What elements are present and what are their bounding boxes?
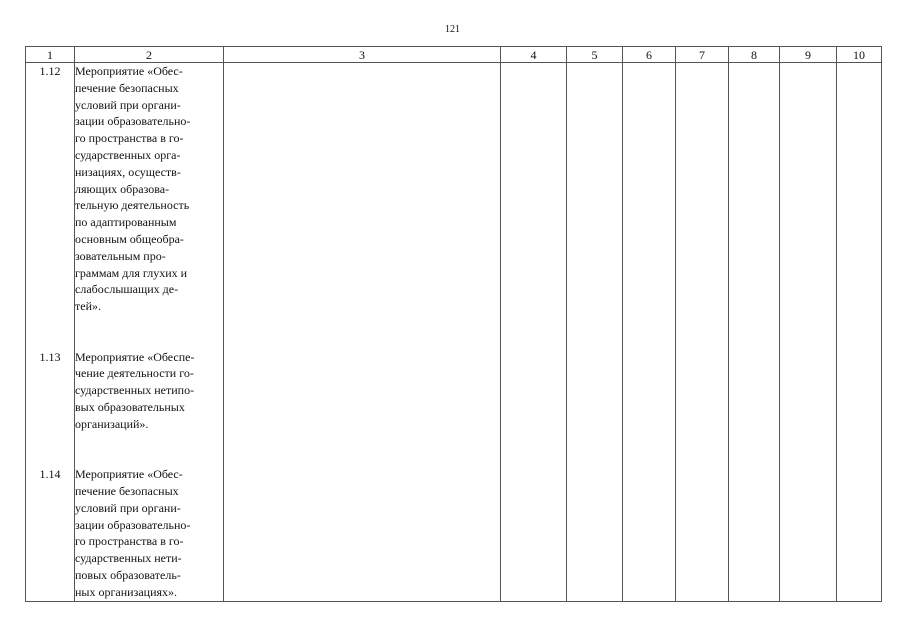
- column-header-10: 10: [837, 47, 882, 63]
- entry-number-1-12: 1.12: [39, 64, 61, 78]
- column-header-4: 4: [501, 47, 567, 63]
- page-number: 121: [445, 24, 460, 35]
- column-header-9: 9: [780, 47, 837, 63]
- measure-description-cell: [75, 63, 224, 602]
- entry-number-1-14: 1.14: [39, 467, 61, 482]
- empty-cell-col-9: [780, 63, 837, 602]
- table-row: [26, 63, 882, 602]
- empty-cell-col-6: [623, 63, 676, 602]
- empty-cell-col-4: [501, 63, 567, 602]
- measure-text-1-13: Мероприятие «Обеспе- чение деятельности го- сударственных нетипо- вых образовательных организаций».: [75, 349, 195, 431]
- empty-cell-col-10: [837, 63, 882, 602]
- column-header-7: 7: [676, 47, 729, 63]
- measure-text-1-12: Мероприятие «Обес- печение безопасных условий при органи- зации образовательно- го пространства в го- сударственных орга- низациях, осуществ- ляющих образова- тельную деятельность по адаптированным основным общеобра- зовательным про- граммам для глухих и слабослышащих де- тей».: [75, 64, 191, 314]
- measures-table: [25, 46, 882, 602]
- column-header-3: 3: [224, 47, 501, 63]
- entry-number-cell: [26, 63, 75, 602]
- column-header-1: 1: [26, 47, 75, 63]
- header-row: [26, 47, 882, 63]
- column-header-2: 2: [75, 47, 224, 63]
- column-header-5: 5: [567, 47, 623, 63]
- entry-number-1-13: 1.13: [39, 349, 61, 364]
- column-header-8: 8: [729, 47, 780, 63]
- empty-cell-col-5: [567, 63, 623, 602]
- empty-cell-col-8: [729, 63, 780, 602]
- empty-cell-col-7: [676, 63, 729, 602]
- measure-text-1-14: Мероприятие «Обес- печение безопасных условий при органи- зации образовательно- го пространства в го- сударственных нети- повых образователь- ных организациях».: [75, 467, 191, 599]
- column-header-6: 6: [623, 47, 676, 63]
- empty-cell-col-3: [224, 63, 501, 602]
